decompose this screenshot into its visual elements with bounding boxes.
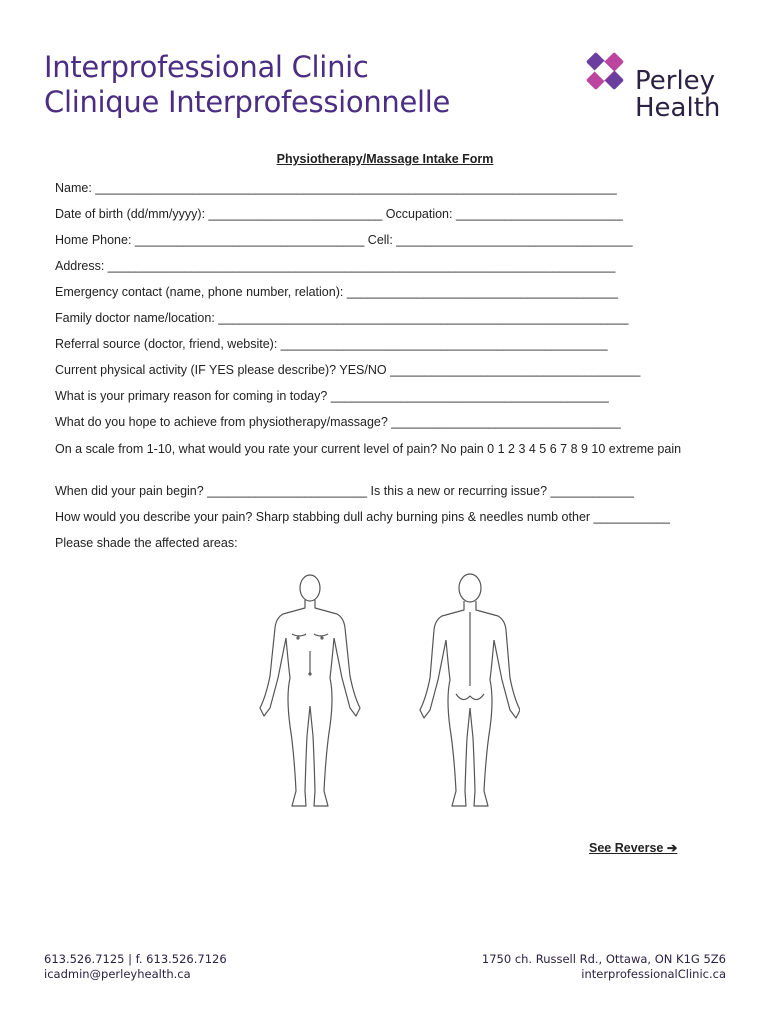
- logo-line-2: Health: [635, 93, 721, 123]
- field-physical-activity[interactable]: Current physical activity (IF YES please describe)? YES/NO ____________________________________: [55, 363, 641, 377]
- field-pain-scale[interactable]: On a scale from 1-10, what would you rate your current level of pain? No pain 0 1 2 3 4 5 6 7 8 9 10 extreme pain: [55, 442, 682, 456]
- field-name[interactable]: Name: ___________________________________________________________________________: [55, 181, 617, 195]
- body-back-figure[interactable]: [420, 574, 520, 806]
- field-pain-begin[interactable]: When did your pain begin? _______________________ Is this a new or recurring issue? ____________: [55, 484, 634, 498]
- field-date-of-birth[interactable]: Date of birth (dd/mm/yyyy): _________________________ Occupation: ________________________: [55, 207, 623, 221]
- perley-x-logo-icon: [583, 50, 627, 94]
- field-address[interactable]: Address: _________________________________________________________________________: [55, 259, 616, 273]
- footer-contact: [44, 952, 227, 982]
- field-emergency-contact[interactable]: Emergency contact (name, phone number, relation): _______________________________________: [55, 285, 618, 299]
- field-hope-to-achieve[interactable]: What do you hope to achieve from physiotherapy/massage? _________________________________: [55, 415, 621, 429]
- field-referral-source[interactable]: Referral source (doctor, friend, website): _______________________________________________: [55, 337, 608, 351]
- field-home-phone[interactable]: Home Phone: _________________________________ Cell: __________________________________: [55, 233, 633, 247]
- form-title: Physiotherapy/Massage Intake Form: [276, 152, 494, 166]
- see-reverse-link[interactable]: See Reverse ➔: [589, 841, 678, 855]
- field-primary-reason[interactable]: What is your primary reason for coming in today? ________________________________________: [55, 389, 609, 403]
- clinic-title-en: Interprofessional Clinic: [44, 50, 369, 84]
- footer-phone: 613.526.7125 | f. 613.526.7126: [44, 952, 227, 966]
- footer-address: 1750 ch. Russell Rd., Ottawa, ON K1G 5Z6: [481, 952, 726, 966]
- field-pain-description[interactable]: How would you describe your pain? Sharp stabbing dull achy burning pins & needles numb other ___________: [55, 510, 670, 524]
- logo-line-1: Perley: [635, 66, 716, 96]
- footer-website[interactable]: interprofessionalClinic.ca: [581, 967, 726, 981]
- field-family-doctor[interactable]: Family doctor name/location: ___________________________________________________________: [55, 311, 629, 325]
- perley-health-logo: [583, 50, 733, 130]
- field-shade-areas-label: Please shade the affected areas:: [55, 536, 238, 550]
- footer-email[interactable]: icadmin@perleyhealth.ca: [44, 967, 191, 981]
- logo-wordmark: [635, 68, 720, 122]
- footer-location: [482, 952, 726, 982]
- clinic-title-fr: Clinique Interprofessionnelle: [44, 85, 451, 119]
- body-front-figure[interactable]: [260, 575, 360, 806]
- body-diagram[interactable]: [250, 566, 520, 826]
- clinic-title: [44, 50, 450, 120]
